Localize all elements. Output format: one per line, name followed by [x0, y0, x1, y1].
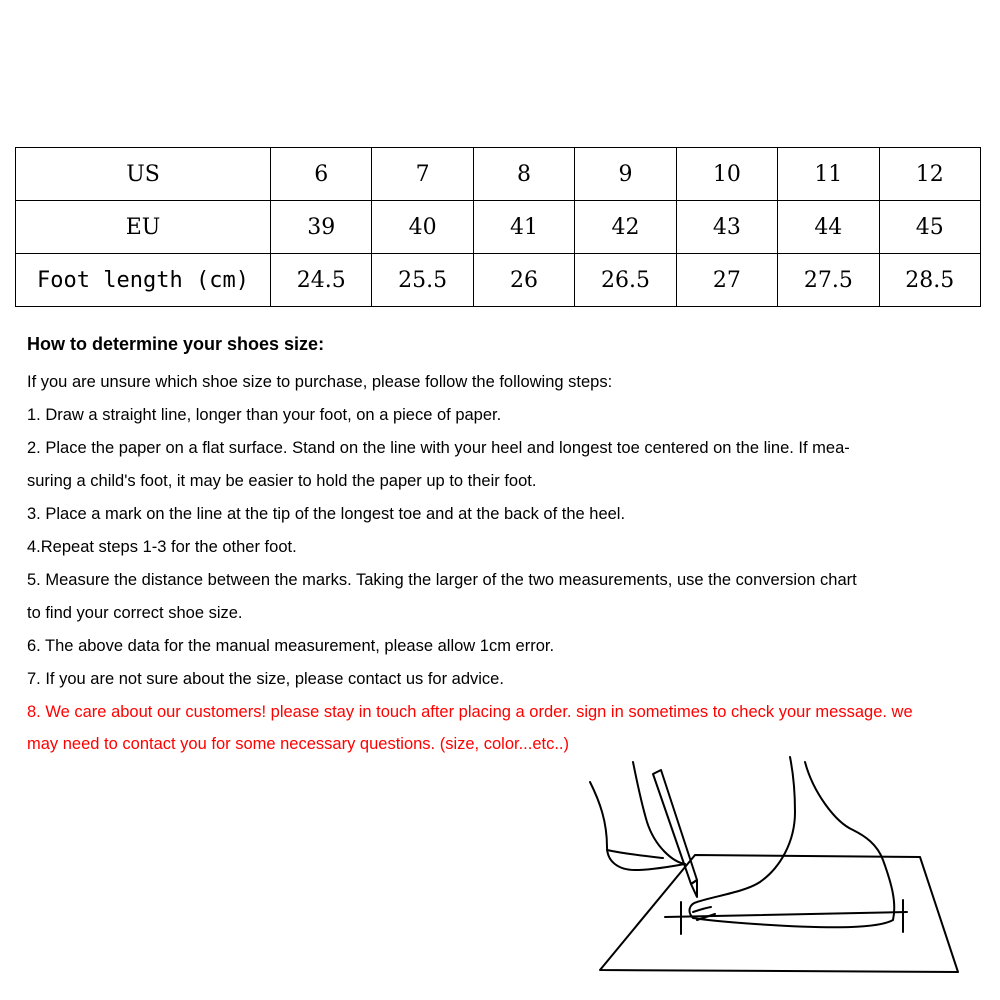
- step-5-line-2: to find your correct shoe size.: [27, 604, 243, 622]
- step-4: 4.Repeat steps 1-3 for the other foot.: [27, 538, 297, 556]
- table-cell: 41: [473, 201, 574, 254]
- step-2-line-1: 2. Place the paper on a flat surface. Stand on the line with your heel and longest toe centered on the line. If mea-: [27, 439, 850, 457]
- table-cell: 12: [879, 148, 980, 201]
- table-cell: 43: [676, 201, 777, 254]
- toe-line: [693, 907, 711, 912]
- row-label-eu: EU: [16, 201, 271, 254]
- instructions-section: [27, 330, 977, 760]
- table-cell: 27.5: [778, 254, 879, 307]
- row-label-foot-length: Foot length (cm): [16, 254, 271, 307]
- table-cell: 8: [473, 148, 574, 201]
- step-8-line-1: 8. We care about our customers! please stay in touch after placing a order. sign in sometimes to check your message. we: [27, 703, 913, 721]
- table-cell: 26.5: [575, 254, 676, 307]
- table-cell: 25.5: [372, 254, 473, 307]
- table-row-foot-length: [16, 254, 981, 307]
- pencil-tip: [691, 880, 697, 897]
- table-row-us: [16, 148, 981, 201]
- foot-outline: [690, 757, 895, 927]
- instructions-intro: If you are unsure which shoe size to purchase, please follow the following steps:: [27, 373, 613, 391]
- size-conversion-table: [15, 147, 981, 307]
- table-cell: 7: [372, 148, 473, 201]
- step-5-line-1: 5. Measure the distance between the marks. Taking the larger of the two measurements, use the conversion chart: [27, 571, 857, 589]
- hand-outline: [633, 762, 685, 864]
- foot-measuring-illustration-icon: [585, 752, 985, 982]
- table-cell: 6: [271, 148, 372, 201]
- pencil-body: [653, 770, 697, 884]
- table-cell: 26: [473, 254, 574, 307]
- table-cell: 24.5: [271, 254, 372, 307]
- step-6: 6. The above data for the manual measurement, please allow 1cm error.: [27, 637, 555, 655]
- table-cell: 9: [575, 148, 676, 201]
- table-cell: 27: [676, 254, 777, 307]
- step-1: 1. Draw a straight line, longer than your foot, on a piece of paper.: [27, 406, 502, 424]
- measuring-line: [665, 912, 907, 917]
- table-cell: 45: [879, 201, 980, 254]
- paper-sheet: [600, 855, 958, 972]
- table-cell: 42: [575, 201, 676, 254]
- table-cell: 28.5: [879, 254, 980, 307]
- instructions-heading: How to determine your shoes size:: [27, 334, 325, 354]
- step-3: 3. Place a mark on the line at the tip of the longest toe and at the back of the heel.: [27, 505, 626, 523]
- table-cell: 11: [778, 148, 879, 201]
- table-row-eu: [16, 201, 981, 254]
- table-cell: 44: [778, 201, 879, 254]
- table-cell: 39: [271, 201, 372, 254]
- table-cell: 10: [676, 148, 777, 201]
- row-label-us: US: [16, 148, 271, 201]
- step-8-line-2: may need to contact you for some necessary questions. (size, color...etc..): [27, 735, 570, 753]
- finger-line: [607, 850, 663, 858]
- step-7: 7. If you are not sure about the size, please contact us for advice.: [27, 670, 504, 688]
- step-2-line-2: suring a child's foot, it may be easier to hold the paper up to their foot.: [27, 472, 537, 490]
- table-cell: 40: [372, 201, 473, 254]
